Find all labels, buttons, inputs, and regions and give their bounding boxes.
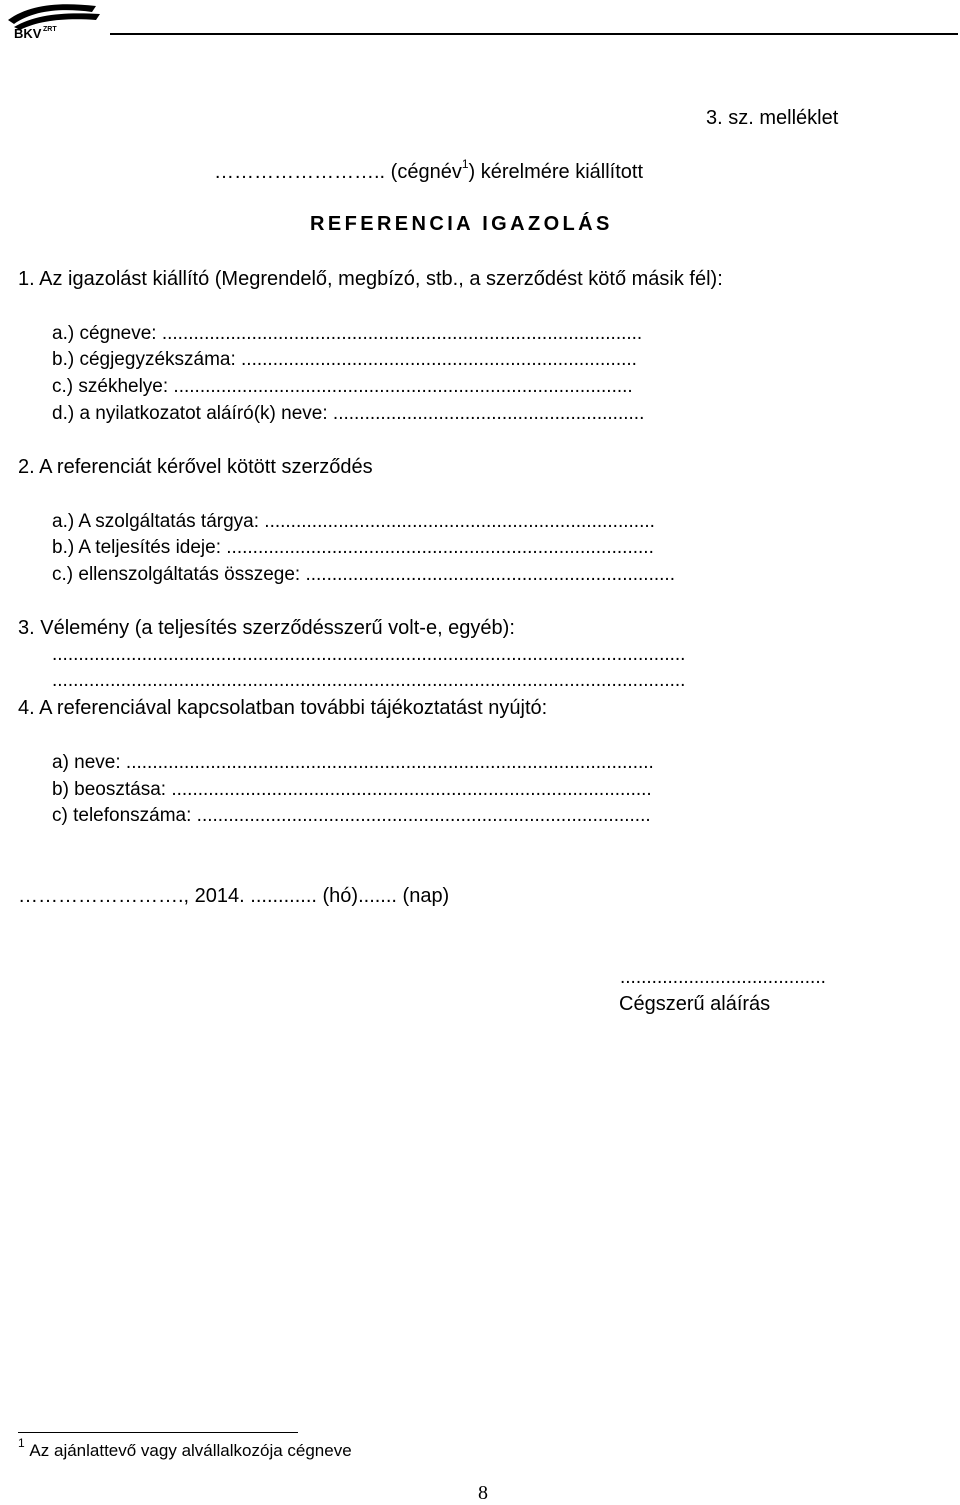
footnote-number: 1 (18, 1436, 25, 1451)
section4-item-b: b) beosztása: ........................................................................................... (52, 779, 652, 800)
footnote-ref: 1 (461, 157, 469, 172)
page-number: 8 (478, 1482, 488, 1504)
section1-item-b: b.) cégjegyzékszáma: ........................................................................... (52, 349, 637, 370)
bkv-logo (0, 0, 112, 42)
logo-suffix: ZRT (43, 26, 57, 33)
section3-line-1: ........................................................................................................................ (52, 644, 686, 665)
section1-item-c: c.) székhelye: ....................................................................................... (52, 376, 633, 397)
section4-heading: 4. A referenciával kapcsolatban további tájékoztatást nyújtó: (18, 697, 548, 719)
section4-item-a: a) neve: .................................................................................................... (52, 752, 654, 773)
footnote-rule (18, 1432, 298, 1433)
section4-item-c: c) telefonszáma: ...................................................................................... (52, 805, 651, 826)
section1-item-a: a.) cégneve: ........................................................................................... (52, 323, 643, 344)
section2-item-a: a.) A szolgáltatás tárgya: .......................................................................... (52, 511, 655, 532)
logo-text: BKV (14, 26, 42, 41)
date-line: ……………………., 2014. ............ (hó)....... (nap) (18, 885, 450, 907)
requester-line (214, 157, 644, 184)
requester-prefix: …………………….. (cégnév (214, 161, 462, 183)
section3-heading: 3. Vélemény (a teljesítés szerződésszerű volt-e, egyéb): (18, 617, 515, 639)
requester-suffix: ) kérelmére kiállított (468, 161, 644, 183)
section2-item-b: b.) A teljesítés ideje: ................................................................................. (52, 537, 654, 558)
section1-item-d: d.) a nyilatkozatot aláíró(k) neve: ........................................................... (52, 403, 645, 424)
footnote-text: Az ajánlattevő vagy alvállalkozója cégneve (29, 1441, 352, 1460)
section2-heading: 2. A referenciát kérővel kötött szerződés (18, 456, 373, 478)
section2-item-c: c.) ellenszolgáltatás összege: ...................................................................... (52, 564, 675, 585)
annex-label: 3. sz. melléklet (706, 107, 839, 129)
section3-line-2: ........................................................................................................................ (52, 670, 686, 691)
header-rule (110, 33, 958, 35)
section1-heading: 1. Az igazolást kiállító (Megrendelő, megbízó, stb., a szerződést kötő másik fél): (18, 268, 723, 290)
signature-dots: ....................................... (620, 967, 826, 988)
footnote (18, 1436, 352, 1462)
signature-label: Cégszerű aláírás (619, 993, 771, 1015)
document-title: REFERENCIA IGAZOLÁS (310, 213, 613, 235)
